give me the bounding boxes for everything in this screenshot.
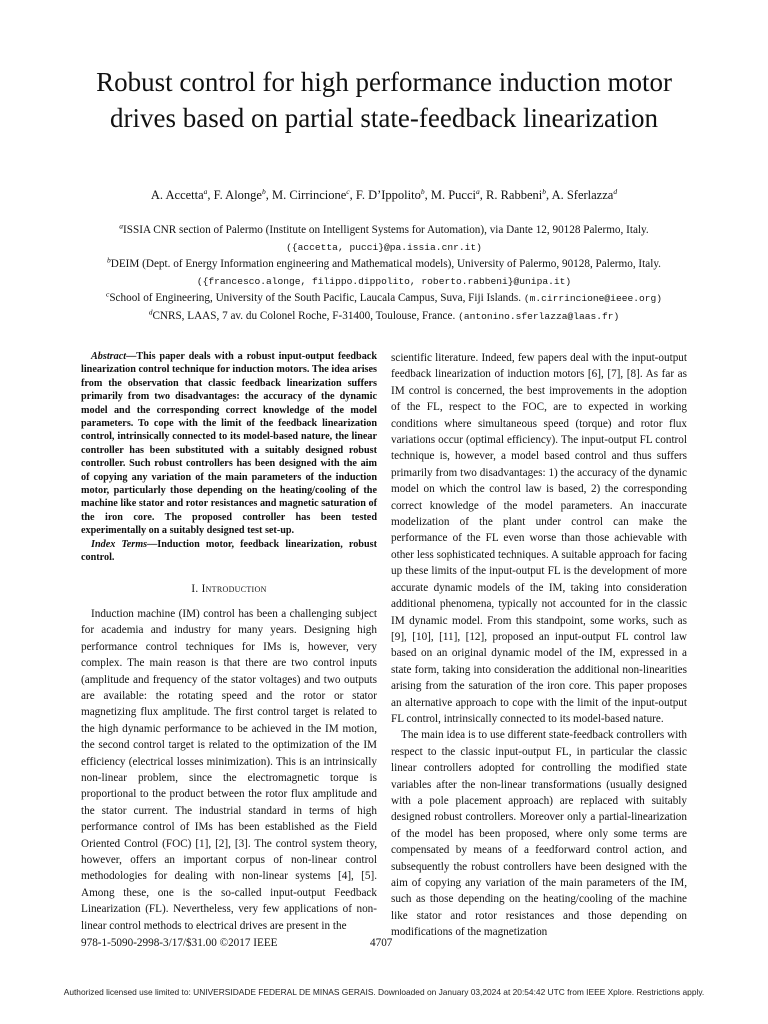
affiliation-marker: d — [148, 306, 153, 316]
body-paragraph: Induction machine (IM) control has been a challenging subject for academia and industry for many years. Designing high performance control techniques for IMs is, however, very complex. The main reason is that there are two control inputs (amplitude and frequency of the stator voltages) and two outputs are available: the rotating speed and the rotor or stator magnetizing flux amplitude. The first control target is related to the high dynamic performance to be achieved in the IM motion, the second control target is related to the optimization of the IM efficiency (electrical losses minimization). This is an intrinsically non-linear problem, since the electromagnetic torque is proportional to the product between the rotor flux amplitude and the stator current. The industrial standard in terms of high performance control of IMs has been established as the Field Oriented Control (FOC) [1], [2], [3]. The control system theory, however, offers an important corpus of non-linear control methodologies for dealing with non-linear systems [4], [5]. Among these, one is the so-called input-output Feedback Linearization (FL). Nevertheless, very few applications of non-linear control methods to electrical drives are present in the — [81, 607, 377, 932]
affiliation-text: School of Engineering, University of the South Pacific, Laucala Campus, Suva, Fiji Islands. — [109, 292, 522, 304]
affiliations — [30, 222, 738, 325]
author-name: F. D’Ippolito — [355, 188, 421, 202]
copyright-line: 978-1-5090-2998-3/17/$31.00 ©2017 IEEE — [81, 937, 278, 949]
author-name: M. Cirrincione — [271, 188, 347, 202]
author-affiliation-marker: b — [261, 186, 266, 196]
affiliation-text: DEIM (Dept. of Energy Information engineering and Mathematical models), University of Palermo, 90128, Palermo, Italy. — [110, 258, 661, 270]
affiliation-text: ISSIA CNR section of Palermo (Institute on Intelligent Systems for Automation), via Dante 12, 90128 Palermo, Italy. — [123, 224, 649, 236]
affiliation-b-email — [30, 273, 738, 291]
author-name: M. Pucci — [430, 188, 476, 202]
affiliation-b — [30, 256, 738, 273]
body-paragraph: scientific literature. Indeed, few papers deal with the input-output feedback linearization of induction motors [6], [7], [8]. As far as IM control is concerned, the best improvements in the adoption of the FL, respect to the FOC, are to expected in working conditions where simultaneous speed (torque) and rotor flux variations occur (optimal efficiency). The input-output FL control technique is, however, a model based control and thus suffers primarily from two disadvantages: 1) the accuracy of the dynamic model on which the control law is based, 2) the corresponding correct knowledge of the model parameters. An inaccurate modelization of the plant under control can make the performance of the FL even worse than those achievable with other less sophisticated techniques. A suitable approach for facing up these limits of the input-output FL is the development of more accurate dynamic models of the IM, taking into consideration additional phenomena, typically not accounted for in the classic IM dynamic model. From this standpoint, some works, such as [9], [10], [11], [12], proposed an input-output FL control law based on an original dynamic model of the IM, expressed in a state form, taking into consideration the additional non-linearities arising from the saturation of the iron core. This paper proposes an alternative approach to cope with the limit of the input-output FL control, intrinsically connected to its model-based nature. — [391, 352, 687, 725]
author-affiliation-marker: a — [203, 186, 208, 196]
email-text: ({francesco.alonge, filippo.dippolito, roberto.rabbeni}@unipa.it) — [196, 275, 572, 287]
affiliation-marker: a — [119, 221, 124, 231]
email-text: (antonino.sferlazza@laas.fr) — [458, 310, 620, 322]
author-name: R. Rabbeni — [486, 188, 543, 202]
left-column — [81, 350, 377, 934]
author-name: A. Accetta — [150, 188, 204, 202]
email-text: (m.cirrincione@ieee.org) — [523, 293, 663, 304]
author-affiliation-marker: b — [542, 186, 546, 196]
section-heading — [81, 581, 377, 597]
author-affiliation-marker: a — [476, 186, 480, 196]
author-affiliation-marker: d — [613, 186, 618, 196]
page-number: 4707 — [370, 937, 393, 949]
affiliation-a — [30, 222, 738, 239]
email-text: ({accetta, pucci}@pa.issia.cnr.it) — [286, 241, 482, 253]
author-name: F. Alonge — [213, 188, 262, 202]
affiliation-marker: b — [107, 255, 111, 265]
index-terms — [81, 538, 377, 565]
section-number: I. — [191, 582, 199, 595]
index-terms-label: Index Terms — [91, 538, 148, 550]
author-affiliation-marker: b — [420, 186, 425, 196]
index-terms-text: —Induction motor, feedback linearization, robust control. — [81, 538, 377, 564]
affiliation-c — [30, 290, 738, 308]
affiliation-text: CNRS, LAAS, 7 av. du Colonel Roche, F-31400, Toulouse, France. — [152, 309, 456, 322]
author-name: A. Sferlazza — [551, 188, 614, 202]
author-list: A. Accetta$^a$, F. Alonge$^b$, M. Cirrincione$^c$, F. D’Ippolito$^b$, M. Pucci$^a$, R. Rabbeni$^b$, A. Sferlazza$^d$ — [150, 186, 618, 202]
right-column — [391, 350, 687, 941]
affiliation-marker: c — [105, 289, 110, 299]
affiliation-a-email — [30, 239, 738, 257]
section-title: Introduction — [201, 582, 267, 595]
author-affiliation-marker: c — [346, 186, 350, 196]
abstract — [81, 350, 377, 538]
abstract-label: Abstract — [91, 351, 127, 362]
license-notice: Authorized licensed use limited to: UNIVERSIDADE FEDERAL DE MINAS GERAIS. Downloaded on January 03,2024 at 20:54:42 UTC from IEEE Xplore. Restrictions apply. — [63, 987, 705, 997]
affiliation-d — [30, 308, 738, 326]
abstract-text: —This paper deals with a robust input-output feedback linearization control technique for induction motors. The idea arises from the observation that classic feedback linearization suffers primarily from two disadvantages: the accuracy of the dynamic model and the corresponding correct knowledge of the model parameters. To cope with the limit of the feedback linearization control, intrinsically connected to its model-based nature, the linear controller has been substituted with a suitably designed robust controller. Such robust controllers has been designed with the aim of copying any variation of the main parameters of the induction motor, particularly those depending on the heating/cooling of the machine like stator and rotor resistances and magnetic saturation of the iron core. The proposed controller has been tested experimentally on a suitably designed test set-up. — [81, 351, 377, 537]
paper-title: Robust control for high performance induction motor drives based on partial state-feedback linearization — [96, 67, 672, 133]
body-paragraph: The main idea is to use different state-feedback controllers with respect to the classic input-output FL, in particular the classic linear controllers adopted for controlling the modified state variables after the non-linear transformations (usually designed with a pole placement approach) are replaced with suitably designed robust controllers. Moreover only a partial-linearization of the model has been proposed, where only some terms are compensated by means of a feedforward control action, and subsequently the robust controllers have been designed with the aim of copying any variation of the main parameters of the IM, such as those depending on the heating/cooling of the machine like stator and rotor resistances and those depending on modifications of the magnetization — [391, 729, 687, 939]
